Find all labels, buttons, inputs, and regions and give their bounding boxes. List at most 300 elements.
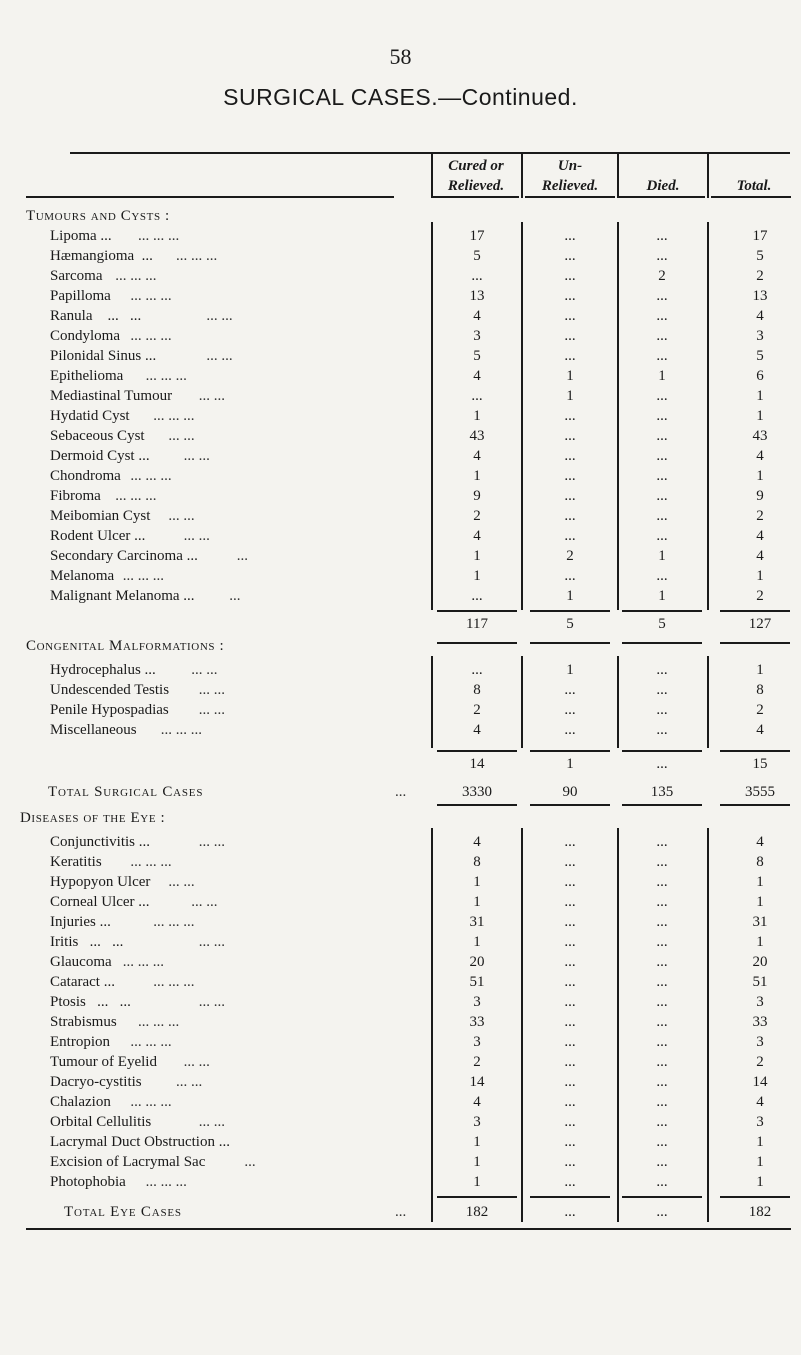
table-row <box>0 486 801 506</box>
cell-unrelieved: ... <box>564 228 576 244</box>
table-row <box>0 1032 801 1052</box>
cell-unrelieved: ... <box>564 934 576 950</box>
row-leader-dots: ... <box>244 1154 256 1170</box>
cell-died: ... <box>656 682 668 698</box>
cell-unrelieved: ... <box>564 702 576 718</box>
cell-cured: 2 <box>473 702 481 718</box>
cell-died: ... <box>656 468 668 484</box>
cell-cured: ... <box>471 388 483 404</box>
cell-unrelieved: ... <box>564 288 576 304</box>
cell-unrelieved: ... <box>564 974 576 990</box>
total-surgical-rule-2 <box>530 804 610 806</box>
cell-total: 1 <box>756 894 764 910</box>
table-row <box>0 306 801 326</box>
cell-cured: ... <box>471 268 483 284</box>
cell-total: 4 <box>756 834 764 850</box>
total-surgical-label: Total Surgical Cases <box>48 784 204 800</box>
cell-died: ... <box>656 1134 668 1150</box>
row-leader-dots: ... ... ... <box>122 954 165 970</box>
cell-died: ... <box>656 1074 668 1090</box>
tumours-col-divider-1 <box>431 222 433 610</box>
cell-total: 2 <box>756 268 764 284</box>
cell-died: 1 <box>658 368 666 384</box>
row-leader-dots: ... ... <box>198 934 226 950</box>
row-leader-dots: ... ... <box>183 448 210 464</box>
row-label: Mediastinal Tumour <box>50 388 173 404</box>
cell-total: 1 <box>756 568 764 584</box>
row-leader-dots: ... ... <box>183 528 210 544</box>
cell-total: 1 <box>756 1174 764 1190</box>
cell-total: 6 <box>756 368 764 384</box>
row-label: Chondroma <box>50 468 121 484</box>
congenital-top-rule-4 <box>720 642 790 644</box>
cell-total: 1 <box>756 1154 764 1170</box>
table-bottom-rule <box>26 1228 791 1230</box>
cell-unrelieved: ... <box>564 448 576 464</box>
cell-cured: 4 <box>473 308 481 324</box>
cell-cured: 1 <box>473 934 481 950</box>
table-row <box>0 1072 801 1092</box>
cell-unrelieved: ... <box>564 1094 576 1110</box>
page-number: 58 <box>389 44 412 69</box>
cell-unrelieved: 1 <box>566 368 574 384</box>
table-row <box>0 526 801 546</box>
cell-died: ... <box>656 954 668 970</box>
cell-unrelieved: ... <box>564 408 576 424</box>
cell-unrelieved: ... <box>564 248 576 264</box>
total-surgical-row <box>0 782 801 802</box>
table-row <box>0 506 801 526</box>
cell-total: 4 <box>756 722 764 738</box>
cell-total: 3 <box>756 1034 764 1050</box>
cell-unrelieved: ... <box>564 428 576 444</box>
row-label: Sarcoma <box>50 268 103 284</box>
cell-cured: 1 <box>473 874 481 890</box>
table-row <box>0 1052 801 1072</box>
cell-died: ... <box>656 854 668 870</box>
row-leader-dots: ... ... <box>168 428 195 444</box>
row-label: Hydrocephalus ... <box>50 662 156 678</box>
cell-cured: 13 <box>469 288 485 304</box>
cell-total: 3555 <box>745 784 775 800</box>
cell-unrelieved: ... <box>564 1014 576 1030</box>
row-label: Fibroma <box>50 488 101 504</box>
cell-died: ... <box>656 288 668 304</box>
row-label: Dacryo-cystitis <box>50 1074 142 1090</box>
row-leader-dots: ... ... ... <box>153 914 195 930</box>
table-row <box>0 366 801 386</box>
header-rule-c1 <box>433 196 519 198</box>
row-label: Keratitis <box>50 854 102 870</box>
eye-col-divider-3 <box>617 828 619 1222</box>
header-rule-left <box>26 196 394 198</box>
row-label: Hæmangioma ... <box>50 248 153 264</box>
cell-total: 127 <box>748 616 772 632</box>
row-leader-dots: ... <box>395 1204 407 1220</box>
cell-total: 8 <box>756 682 764 698</box>
cell-cured: 5 <box>473 348 481 364</box>
cell-total: 17 <box>752 228 768 244</box>
row-label: Injuries ... <box>50 914 111 930</box>
total-surgical-rule-4 <box>720 804 790 806</box>
col-header-total: Total. <box>736 178 772 194</box>
row-leader-dots: ... ... <box>168 874 195 890</box>
row-label: Tumour of Eyelid <box>50 1054 157 1070</box>
row-leader-dots: ... ... ... <box>130 288 172 304</box>
cell-total: 51 <box>752 974 768 990</box>
row-label: Strabismus <box>50 1014 117 1030</box>
row-label: Ranula ... ... <box>50 308 142 324</box>
row-leader-dots: ... ... ... <box>153 408 195 424</box>
cell-cured: 4 <box>473 448 481 464</box>
row-label: Pilonidal Sinus ... <box>50 348 157 364</box>
row-leader-dots: ... ... <box>176 1074 203 1090</box>
table-row <box>0 912 801 932</box>
table-row <box>0 720 801 740</box>
cell-unrelieved: ... <box>564 834 576 850</box>
row-label: Chalazion <box>50 1094 111 1110</box>
cell-unrelieved: ... <box>564 1054 576 1070</box>
cell-unrelieved: ... <box>564 1154 576 1170</box>
row-label: Glaucoma <box>50 954 112 970</box>
cell-died: ... <box>656 388 668 404</box>
cell-cured: 1 <box>473 468 481 484</box>
cell-died: ... <box>656 1204 668 1220</box>
table-row <box>0 386 801 406</box>
cell-cured: 3 <box>473 994 481 1010</box>
total-surgical-rule-3 <box>622 804 702 806</box>
cell-total: 3 <box>756 994 764 1010</box>
cell-total: 2 <box>756 1054 764 1070</box>
table-row <box>0 932 801 952</box>
row-label: Condyloma <box>50 328 120 344</box>
cell-cured: 1 <box>473 408 481 424</box>
row-leader-dots: ... ... <box>198 834 226 850</box>
cell-died: ... <box>656 348 668 364</box>
cell-died: ... <box>656 874 668 890</box>
eye-col-divider-4 <box>707 828 709 1222</box>
section-heading-congenital: Congenital Malformations : <box>26 638 225 654</box>
cell-cured: 14 <box>469 756 485 772</box>
col-header-unrelieved: Un- Relieved. <box>541 158 599 194</box>
table-row <box>0 852 801 872</box>
congenital-subtotal-rule-1 <box>437 750 517 752</box>
table-row <box>0 586 801 606</box>
cell-unrelieved: ... <box>564 914 576 930</box>
table-row <box>0 992 801 1012</box>
tumours-subtotal-rule-1 <box>437 610 517 612</box>
table-row <box>0 1012 801 1032</box>
cell-cured: 4 <box>473 368 481 384</box>
table-row <box>0 546 801 566</box>
cell-died: ... <box>656 308 668 324</box>
row-leader-dots: ... <box>236 548 249 564</box>
cell-unrelieved: ... <box>564 722 576 738</box>
table-row <box>0 892 801 912</box>
cell-cured: 182 <box>465 1204 489 1220</box>
cell-cured: 4 <box>473 722 481 738</box>
table-row <box>0 426 801 446</box>
cell-cured: 1 <box>473 1134 481 1150</box>
congenital-col-divider-2 <box>521 656 523 748</box>
cell-total: 33 <box>752 1014 768 1030</box>
row-label: Cataract ... <box>50 974 115 990</box>
cell-cured: 8 <box>473 854 481 870</box>
row-leader-dots: ... ... <box>183 1054 210 1070</box>
cell-died: 135 <box>650 784 674 800</box>
row-label: Hypopyon Ulcer <box>50 874 151 890</box>
cell-died: ... <box>656 756 668 772</box>
cell-total: 4 <box>756 448 764 464</box>
row-label: Lipoma ... <box>50 228 112 244</box>
row-leader-dots: ... ... <box>198 1114 226 1130</box>
table-row <box>0 1172 801 1192</box>
cell-cured: 17 <box>469 228 485 244</box>
row-label: Meibomian Cyst <box>50 508 151 524</box>
cell-died: 5 <box>658 616 666 632</box>
row-leader-dots: ... ... ... <box>145 368 187 384</box>
cell-total: 43 <box>752 428 768 444</box>
cell-total: 4 <box>756 1094 764 1110</box>
cell-died: ... <box>656 934 668 950</box>
tumours-col-divider-4 <box>707 222 709 610</box>
cell-total: 13 <box>752 288 768 304</box>
cell-total: 3 <box>756 328 764 344</box>
cell-died: ... <box>656 408 668 424</box>
table-row <box>0 660 801 680</box>
row-label: Hydatid Cyst <box>50 408 130 424</box>
row-leader-dots: ... ... <box>191 894 218 910</box>
cell-unrelieved: ... <box>564 874 576 890</box>
row-leader-dots: ... ... ... <box>138 228 180 244</box>
cell-total: 2 <box>756 588 764 604</box>
cell-cured: 43 <box>469 428 485 444</box>
row-label: Excision of Lacrymal Sac <box>50 1154 206 1170</box>
row-label: Photophobia <box>50 1174 126 1190</box>
cell-died: ... <box>656 662 668 678</box>
cell-died: ... <box>656 974 668 990</box>
table-row <box>0 1092 801 1112</box>
cell-died: 2 <box>658 268 666 284</box>
row-leader-dots: ... ... ... <box>176 248 218 264</box>
row-leader-dots: ... <box>229 588 241 604</box>
cell-unrelieved: ... <box>564 468 576 484</box>
row-label: Ptosis ... ... <box>50 994 131 1010</box>
cell-cured: 3330 <box>462 784 492 800</box>
cell-cured: 4 <box>473 528 481 544</box>
cell-unrelieved: ... <box>564 1114 576 1130</box>
congenital-col-divider-4 <box>707 656 709 748</box>
row-label: Penile Hypospadias <box>50 702 169 718</box>
cell-total: 1 <box>756 874 764 890</box>
cell-unrelieved: ... <box>564 854 576 870</box>
cell-cured: 2 <box>473 508 481 524</box>
cell-cured: 9 <box>473 488 481 504</box>
row-leader-dots: ... ... <box>206 348 233 364</box>
cell-cured: 14 <box>469 1074 485 1090</box>
eye-total-rule-1 <box>437 1196 517 1198</box>
table-row <box>0 1152 801 1172</box>
cell-total: 4 <box>756 528 764 544</box>
congenital-col-divider-1 <box>431 656 433 748</box>
cell-unrelieved: 1 <box>566 756 574 772</box>
table-row <box>0 406 801 426</box>
cell-died: ... <box>656 994 668 1010</box>
eye-total-rule-2 <box>530 1196 610 1198</box>
cell-cured: 33 <box>469 1014 485 1030</box>
cell-died: ... <box>656 328 668 344</box>
cell-cured: 1 <box>473 568 481 584</box>
cell-unrelieved: ... <box>564 1204 576 1220</box>
congenital-subtotal-rule-4 <box>720 750 790 752</box>
cell-total: 4 <box>756 308 764 324</box>
row-label: Orbital Cellulitis <box>50 1114 152 1130</box>
table-row <box>0 972 801 992</box>
header-rule-c2 <box>525 196 615 198</box>
cell-cured: 117 <box>466 616 488 632</box>
cell-unrelieved: 90 <box>562 784 578 800</box>
row-label: Dermoid Cyst ... <box>50 448 150 464</box>
cell-cured: 4 <box>473 1094 481 1110</box>
row-label: Malignant Melanoma ... <box>50 588 195 604</box>
cell-unrelieved: ... <box>564 528 576 544</box>
cell-died: 1 <box>658 548 666 564</box>
cell-cured: 1 <box>473 894 481 910</box>
cell-died: ... <box>656 248 668 264</box>
cell-died: ... <box>656 428 668 444</box>
eye-total-rule-4 <box>720 1196 790 1198</box>
cell-total: 1 <box>756 1134 764 1150</box>
congenital-top-rule-3 <box>622 642 702 644</box>
table-row <box>0 266 801 286</box>
cell-died: ... <box>656 1154 668 1170</box>
table-row <box>0 952 801 972</box>
cell-died: ... <box>656 488 668 504</box>
row-leader-dots: ... ... <box>198 702 226 718</box>
cell-died: ... <box>656 1094 668 1110</box>
tumours-col-divider-2 <box>521 222 523 610</box>
cell-total: 9 <box>756 488 764 504</box>
row-leader-dots: ... ... ... <box>130 854 172 870</box>
cell-died: ... <box>656 528 668 544</box>
table-row <box>0 326 801 346</box>
cell-died: ... <box>656 1014 668 1030</box>
cell-total: 1 <box>756 934 764 950</box>
cell-unrelieved: ... <box>564 268 576 284</box>
cell-unrelieved: ... <box>564 488 576 504</box>
cell-unrelieved: ... <box>564 994 576 1010</box>
row-label: Sebaceous Cyst <box>50 428 145 444</box>
table-row <box>0 446 801 466</box>
row-leader-dots: ... ... <box>168 508 195 524</box>
cell-unrelieved: ... <box>564 508 576 524</box>
cell-total: 3 <box>756 1114 764 1130</box>
cell-cured: 4 <box>473 834 481 850</box>
row-leader-dots: ... ... ... <box>153 974 195 990</box>
cell-unrelieved: ... <box>564 1034 576 1050</box>
cell-total: 20 <box>752 954 768 970</box>
table-row <box>0 226 801 246</box>
row-label: Melanoma <box>50 568 115 584</box>
cell-died: ... <box>656 834 668 850</box>
cell-cured: 1 <box>473 548 481 564</box>
cell-died: ... <box>656 722 668 738</box>
row-leader-dots: ... ... ... <box>115 488 157 504</box>
row-label: Conjunctivitis ... <box>50 834 151 850</box>
cell-total: 5 <box>756 248 764 264</box>
row-leader-dots: ... ... ... <box>115 268 157 284</box>
row-leader-dots: ... <box>395 784 407 800</box>
cell-cured: 3 <box>473 1114 481 1130</box>
cell-died: 1 <box>658 588 666 604</box>
cell-unrelieved: ... <box>564 308 576 324</box>
cell-total: 1 <box>756 388 764 404</box>
row-label: Undescended Testis <box>50 682 170 698</box>
cell-died: ... <box>656 1054 668 1070</box>
cell-died: ... <box>656 1174 668 1190</box>
cell-unrelieved: ... <box>564 954 576 970</box>
cell-total: 2 <box>756 508 764 524</box>
table-row <box>0 1112 801 1132</box>
row-label: Miscellaneous <box>50 722 137 738</box>
cell-unrelieved: ... <box>564 348 576 364</box>
cell-died: ... <box>656 228 668 244</box>
header-rule-c4 <box>711 196 791 198</box>
congenital-subtotal-rule-3 <box>622 750 702 752</box>
row-leader-dots: ... ... ... <box>130 328 172 344</box>
section-heading-eye: Diseases of the Eye : <box>20 810 166 826</box>
cell-total: 4 <box>756 548 764 564</box>
cell-unrelieved: ... <box>564 894 576 910</box>
cell-total: 14 <box>752 1074 768 1090</box>
eye-col-divider-1 <box>431 828 433 1222</box>
tumours-subtotal-row <box>0 614 801 634</box>
row-label: Entropion <box>50 1034 110 1050</box>
table-row <box>0 700 801 720</box>
table-row <box>0 566 801 586</box>
row-label: Papilloma <box>50 288 111 304</box>
row-label: Lacrymal Duct Obstruction ... <box>50 1134 230 1150</box>
col-header-died: Died. <box>646 178 680 194</box>
total-eye-row <box>0 1202 801 1222</box>
cell-died: ... <box>656 894 668 910</box>
total-eye-label: Total Eye Cases <box>64 1204 182 1220</box>
row-leader-dots: ... ... ... <box>138 1014 180 1030</box>
tumours-subtotal-rule-3 <box>622 610 702 612</box>
cell-unrelieved: ... <box>564 568 576 584</box>
eye-total-rule-3 <box>622 1196 702 1198</box>
tumours-subtotal-rule-4 <box>720 610 790 612</box>
page-title: SURGICAL CASES.—Continued. <box>223 84 578 110</box>
row-label: Iritis ... ... <box>50 934 124 950</box>
cell-unrelieved: 1 <box>566 662 574 678</box>
table-row <box>0 832 801 852</box>
tumours-subtotal-rule-2 <box>530 610 610 612</box>
col-header-cured: Cured or Relieved. <box>447 158 505 194</box>
row-label: Secondary Carcinoma ... <box>50 548 198 564</box>
cell-unrelieved: 2 <box>566 548 574 564</box>
cell-unrelieved: ... <box>564 1074 576 1090</box>
table-row <box>0 346 801 366</box>
cell-cured: 3 <box>473 328 481 344</box>
table-top-rule <box>70 152 790 154</box>
row-leader-dots: ... ... <box>191 662 218 678</box>
row-label: Corneal Ulcer ... <box>50 894 150 910</box>
tumours-col-divider-3 <box>617 222 619 610</box>
row-leader-dots: ... ... <box>198 994 226 1010</box>
cell-died: ... <box>656 914 668 930</box>
cell-died: ... <box>656 568 668 584</box>
